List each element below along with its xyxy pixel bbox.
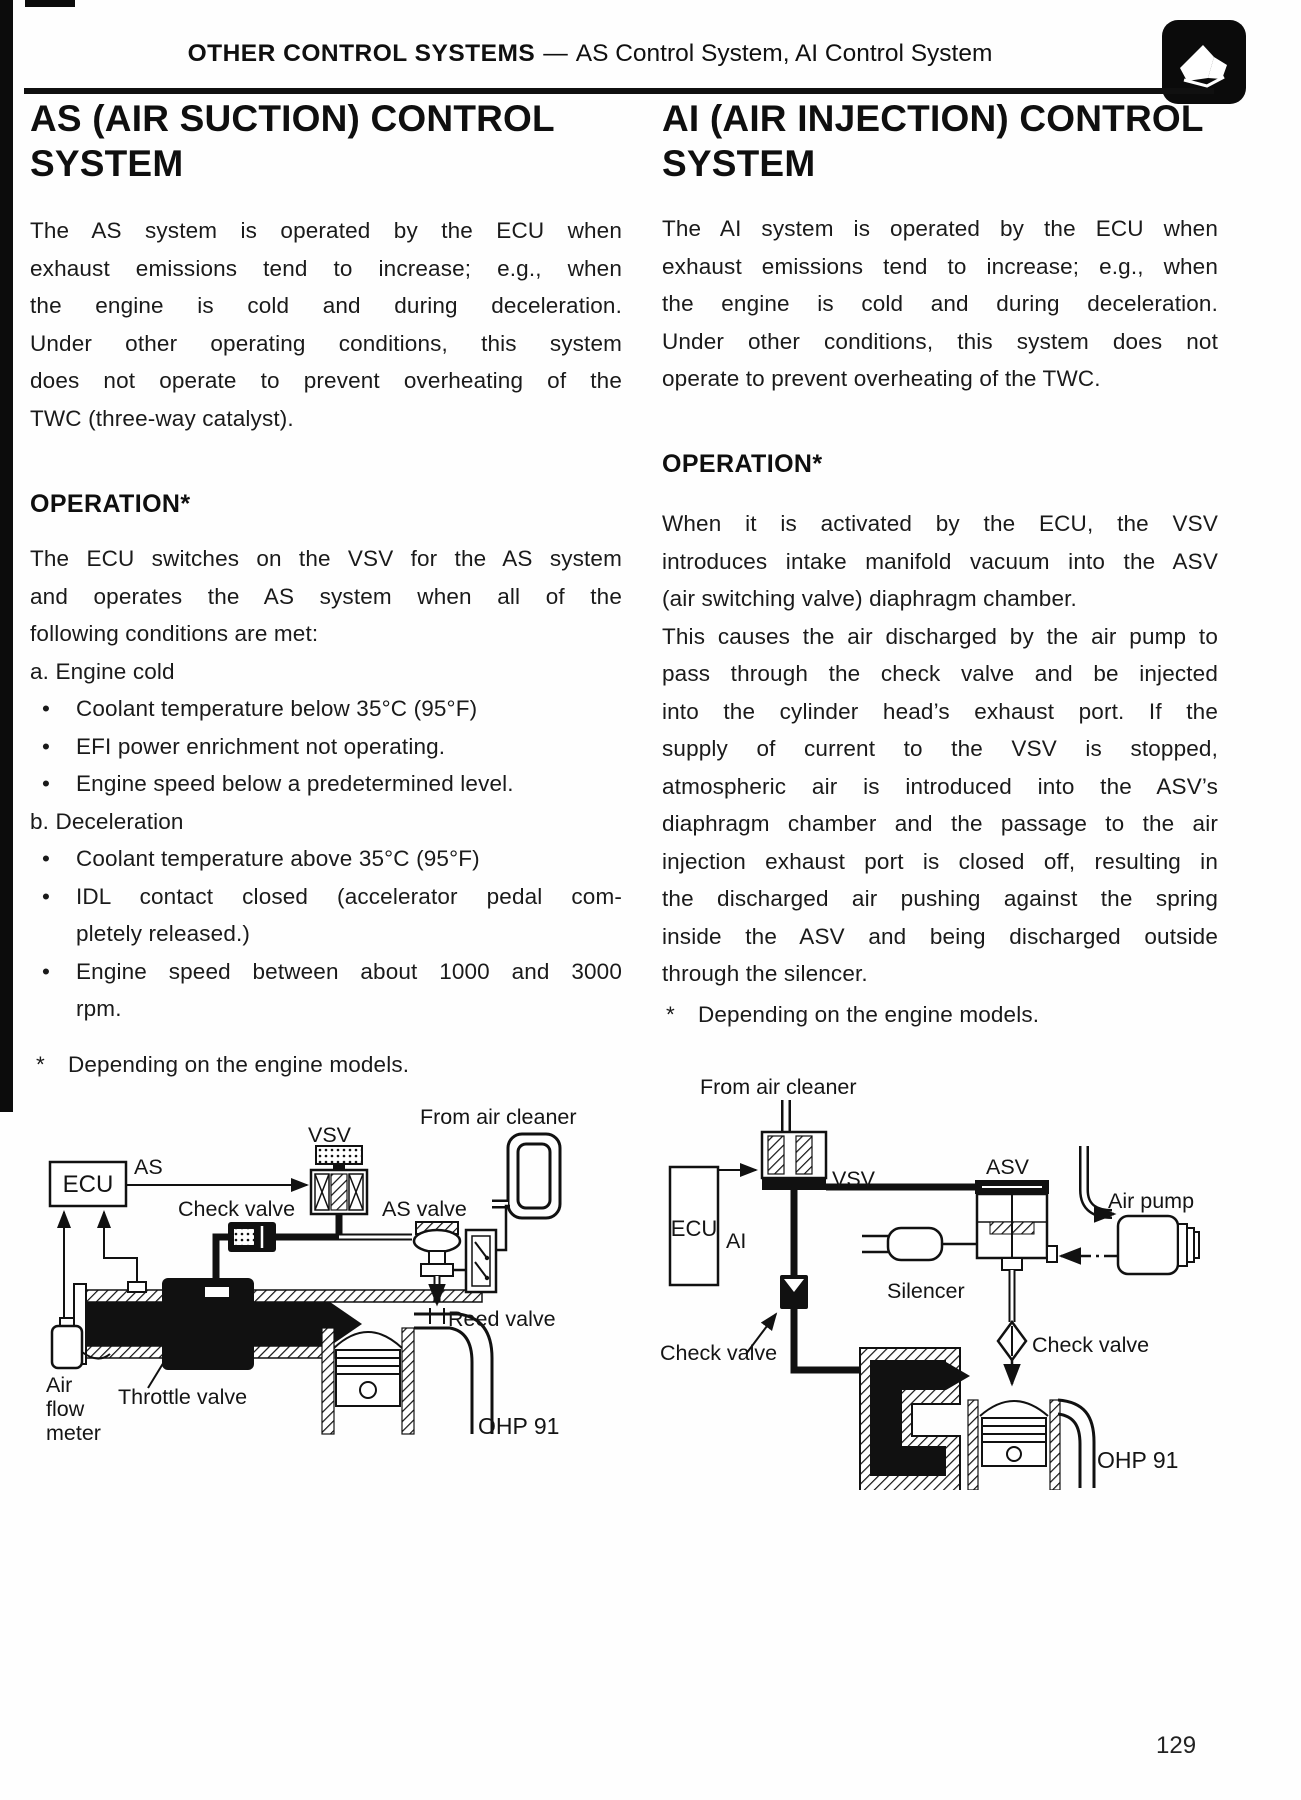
engine	[860, 1348, 1094, 1490]
text-line	[30, 953, 622, 991]
label-ai: AI	[726, 1229, 747, 1253]
bullet-marker: •	[42, 771, 51, 796]
intake-and-engine	[74, 1278, 492, 1434]
line-text: SYSTEM	[662, 143, 816, 184]
line-text: pletely released.)	[76, 921, 251, 946]
text-line	[30, 765, 622, 803]
text-line	[30, 728, 622, 766]
line-text: through the silencer.	[662, 961, 868, 986]
line-text: AI (AIR INJECTION) CONTROL	[662, 98, 1204, 139]
text-line	[666, 996, 1222, 1034]
right-operation-paragraph	[662, 505, 1218, 993]
text-line	[30, 578, 622, 616]
line-text: exhaust emissions tend to increase; e.g., when	[662, 253, 1218, 279]
line-text: pass through the check valve and be injected	[662, 661, 1218, 686]
text-line	[30, 362, 622, 400]
text-line	[30, 878, 622, 916]
line-text: Depending on the engine models.	[698, 1002, 1040, 1027]
label-as: AS	[134, 1155, 163, 1179]
label-silencer: Silencer	[887, 1279, 965, 1303]
air-cleaner-pipe	[492, 1134, 560, 1218]
line-to-engine	[794, 1309, 866, 1370]
line-text: atmospheric air is introduced into the ASV’s	[662, 773, 1218, 799]
bullet-marker: •	[42, 846, 51, 871]
text-line	[662, 843, 1218, 881]
text-line	[30, 400, 622, 438]
label-check-valve: Check valve	[178, 1197, 296, 1221]
label-check-valve-right: Check valve	[1032, 1333, 1150, 1357]
line-text: b. Deceleration	[30, 808, 184, 834]
right-footnote	[666, 996, 1222, 1034]
ecu-label: ECU	[670, 1216, 718, 1241]
left-operation-paragraph	[30, 540, 622, 1028]
label-check-valve-left: Check valve	[660, 1341, 778, 1365]
text-line	[30, 803, 622, 841]
right-operation-heading: OPERATION*	[662, 450, 823, 478]
line-text: Under other conditions, this system does not	[662, 328, 1218, 354]
text-line	[662, 580, 1218, 618]
text-line	[30, 250, 622, 288]
line-text: exhaust emissions tend to increase; e.g., when	[30, 255, 622, 281]
vacuum-line	[204, 1214, 339, 1298]
bullet-marker: •	[42, 883, 51, 909]
text-line	[30, 212, 622, 250]
label-from-air-cleaner: From air cleaner	[700, 1075, 857, 1099]
line-text: Coolant temperature above 35°C (95°F)	[76, 846, 480, 871]
text-line	[30, 990, 622, 1028]
label-meter: meter	[46, 1421, 101, 1445]
label-vsv: VSV	[308, 1123, 352, 1147]
bullet-marker: *	[666, 1002, 675, 1027]
line-text: a. Engine cold	[30, 658, 175, 684]
label-ohp-91: OHP 91	[1097, 1447, 1179, 1473]
left-operation-heading: OPERATION*	[30, 490, 191, 518]
exhaust-runner	[1058, 1400, 1094, 1488]
text-line	[662, 505, 1218, 543]
text-line	[662, 360, 1218, 398]
text-line	[662, 618, 1218, 656]
text-line	[662, 805, 1218, 843]
text-line	[662, 543, 1218, 581]
ecu-label: ECU	[62, 1171, 114, 1198]
line-text: introduces intake manifold vacuum into the ASV	[662, 548, 1218, 574]
text-line	[662, 693, 1218, 731]
text-line	[662, 141, 1204, 186]
text-line	[30, 840, 622, 878]
silencer	[862, 1228, 977, 1260]
text-line	[662, 285, 1218, 323]
vsv-valve	[762, 1132, 826, 1190]
line-text: Coolant temperature below 35°C (95°F)	[76, 696, 478, 721]
text-line	[662, 768, 1218, 806]
label-as-valve: AS valve	[382, 1197, 467, 1221]
line-text: following conditions are met:	[30, 621, 319, 646]
text-line	[662, 955, 1218, 993]
asv-valve	[975, 1180, 1057, 1322]
text-line	[662, 918, 1218, 956]
line-text: EFI power enrichment not operating.	[76, 733, 446, 759]
line-text: diaphragm chamber and the passage to the air	[662, 811, 1218, 836]
text-line	[662, 210, 1218, 248]
label-ohp-91: OHP 91	[478, 1413, 560, 1439]
check-valve-left	[780, 1275, 808, 1309]
left-footnote	[36, 1046, 628, 1084]
line-text: the engine is cold and during deceleration.	[662, 291, 1218, 316]
check-valve-right	[998, 1322, 1026, 1384]
line-text: injection exhaust port is closed off, resulting in	[662, 848, 1218, 874]
line-text: inside the ASV and being discharged outside	[662, 923, 1218, 949]
bullet-marker: •	[42, 958, 51, 984]
right-title	[662, 96, 1204, 186]
text-line	[30, 540, 622, 578]
label-reed-valve: Reed valve	[448, 1307, 556, 1331]
header-subsection: AS Control System, AI Control System	[575, 40, 993, 67]
line-text: IDL contact closed (accelerator pedal com-	[76, 883, 622, 909]
line-text: supply of current to the VSV is stopped,	[662, 736, 1218, 761]
label-air-pump: Air pump	[1108, 1189, 1195, 1213]
line-text: Depending on the engine models.	[68, 1052, 410, 1077]
label-vsv: VSV	[832, 1167, 876, 1191]
line-text: Engine speed between about 1000 and 3000	[76, 958, 622, 984]
right-intro-paragraph	[662, 210, 1218, 398]
left-intro-paragraph	[30, 212, 622, 437]
line-text: and operates the AS system when all of the	[30, 583, 622, 609]
line-text: AS (AIR SUCTION) CONTROL	[30, 98, 555, 139]
text-line	[30, 325, 622, 363]
text-line	[662, 96, 1204, 141]
line-text: The AS system is operated by the ECU when	[30, 218, 622, 243]
line-text: Engine speed below a predetermined level.	[76, 771, 514, 796]
line-text: Under other operating conditions, this system	[30, 330, 622, 356]
line-text: When it is activated by the ECU, the VSV	[662, 511, 1218, 536]
line-text: (air switching valve) diaphragm chamber.	[662, 586, 1077, 611]
line-text: The ECU switches on the VSV for the AS system	[30, 546, 622, 571]
header-separator: —	[543, 40, 568, 67]
text-line	[30, 690, 622, 728]
text-line	[30, 915, 622, 953]
text-line	[662, 655, 1218, 693]
line-text: This causes the air discharged by the air pump to	[662, 623, 1218, 649]
label-from-air-cleaner: From air cleaner	[420, 1105, 577, 1129]
left-title	[30, 96, 555, 186]
text-line	[662, 323, 1218, 361]
label-asv: ASV	[986, 1155, 1030, 1179]
line-text: the discharged air pushing against the spring	[662, 886, 1218, 911]
bullet-marker: •	[42, 733, 51, 759]
text-line	[662, 880, 1218, 918]
text-line	[662, 248, 1218, 286]
header-rule	[24, 88, 1214, 94]
line-text: the engine is cold and during deceleration.	[30, 293, 622, 318]
as-system-diagram	[30, 1100, 610, 1450]
page-header	[150, 40, 1030, 68]
text-line	[30, 141, 555, 186]
line-text: does not operate to prevent overheating of the	[30, 368, 622, 393]
text-line	[30, 287, 622, 325]
label-air: Air	[46, 1373, 73, 1397]
line-text: rpm.	[76, 996, 122, 1021]
line-text: SYSTEM	[30, 143, 184, 184]
bullet-marker: *	[36, 1052, 45, 1077]
bullet-marker: •	[42, 696, 51, 721]
text-line	[662, 730, 1218, 768]
page-number: 129	[1156, 1732, 1197, 1759]
ai-system-diagram	[650, 1070, 1270, 1490]
label-throttle-valve: Throttle valve	[118, 1385, 248, 1409]
header-section-title: OTHER CONTROL SYSTEMS	[187, 40, 536, 67]
line-text: The AI system is operated by the ECU when	[662, 216, 1218, 241]
line-text: TWC (three-way catalyst).	[30, 405, 294, 431]
text-line	[30, 96, 555, 141]
scan-edge-mark	[25, 0, 75, 7]
text-line	[30, 615, 622, 653]
line-text: operate to prevent overheating of the TWC.	[662, 366, 1101, 391]
text-line	[30, 653, 622, 691]
line-text: into the cylinder head’s exhaust port. If the	[662, 698, 1218, 724]
scan-edge-bar	[0, 0, 13, 1112]
vsv-valve	[311, 1146, 367, 1214]
text-line	[36, 1046, 628, 1084]
label-flow: flow	[46, 1397, 85, 1421]
